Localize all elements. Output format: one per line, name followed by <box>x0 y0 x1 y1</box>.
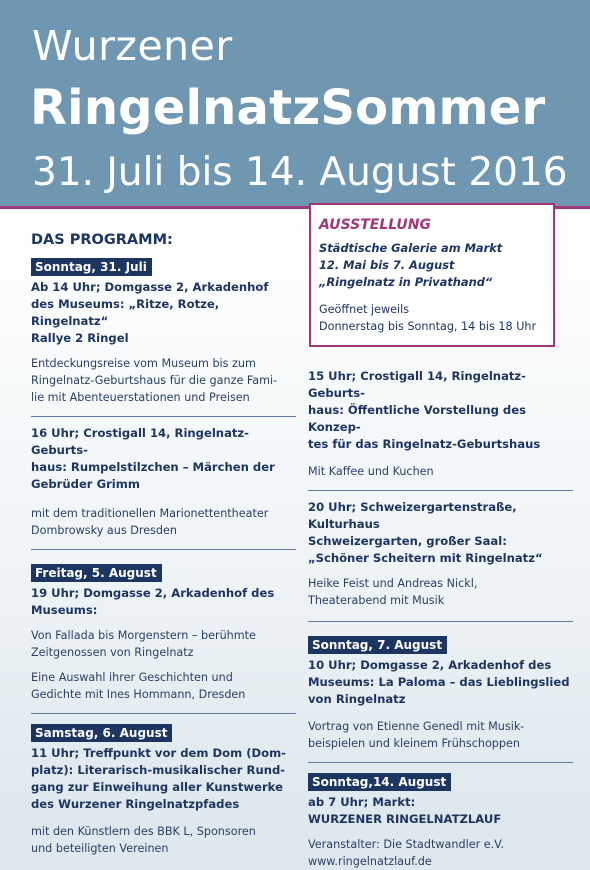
line: Museums: <box>31 603 98 617</box>
event-title <box>308 368 573 453</box>
line: Ab 14 Uhr; Domgasse 2, Arkadenhof <box>31 280 269 294</box>
header-banner <box>0 0 590 206</box>
line: Entdeckungsreise vom Museum bis zum <box>31 357 256 370</box>
line: 20 Uhr; Schweizergartenstraße, Kulturhaus <box>308 500 517 531</box>
event-title <box>31 279 296 347</box>
event-description <box>31 505 296 539</box>
line: „Schöner Scheitern mit Ringelnatz“ <box>308 551 543 565</box>
event-description <box>31 355 296 406</box>
line: 11 Uhr; Treffpunkt vor dem Dom (Dom- <box>31 746 286 760</box>
exhibition-location <box>319 240 545 291</box>
event-title <box>308 794 573 828</box>
line: Rallye 2 Ringel <box>31 331 129 345</box>
line: und beteiligten Vereinen <box>31 842 169 855</box>
line: WURZENER RINGELNATZLAUF <box>308 812 502 826</box>
line: platz): Literarisch-musikalischer Rund- <box>31 763 286 777</box>
event-title <box>31 585 296 619</box>
event-title <box>308 499 573 567</box>
date-badge-sunday-14: Sonntag,14. August <box>308 773 451 791</box>
line: Von Fallada bis Morgenstern – berühmte <box>31 629 256 642</box>
date-badge-sunday-7: Sonntag, 7. August <box>308 636 447 654</box>
line: Museums: La Paloma – das Lieblingslied <box>308 675 570 689</box>
line: Ringelnatz-Geburtshaus für die ganze Fami- <box>31 374 278 387</box>
line: 12. Mai bis 7. August <box>319 258 455 272</box>
date-badge-sunday-31: Sonntag, 31. Juli <box>31 258 152 276</box>
line: 16 Uhr; Crostigall 14, Ringelnatz-Geburts- <box>31 426 249 457</box>
divider <box>308 490 573 491</box>
line: gang zur Einweihung aller Kunstwerke <box>31 780 283 794</box>
divider <box>308 621 573 622</box>
line: von Ringelnatz <box>308 692 406 706</box>
event-description <box>308 463 573 480</box>
program-title: DAS PROGRAMM: <box>31 232 173 248</box>
event-description <box>308 718 573 752</box>
line: Dombrowsky aus Dresden <box>31 524 177 537</box>
line: Vortrag von Etienne Genedl mit Musik- <box>308 720 525 733</box>
line: Schweizergarten, großer Saal: <box>308 534 507 548</box>
page-title: RingelnatzSommer <box>30 80 546 136</box>
event-title <box>31 425 296 493</box>
right-column <box>308 368 573 870</box>
line: Mit Kaffee und Kuchen <box>308 465 434 478</box>
exhibition-title: AUSSTELLUNG <box>319 217 432 233</box>
left-column <box>31 232 296 857</box>
event-description <box>308 575 573 609</box>
line: mit den Künstlern des BBK L, Sponsoren <box>31 825 256 838</box>
line: lie mit Abenteuerstationen und Preisen <box>31 391 250 404</box>
line: des Museums: „Ritze, Rotze, Ringelnatz“ <box>31 297 220 328</box>
website-link[interactable]: www.ringelnatzlauf.de <box>308 855 432 868</box>
line: Theaterabend mit Musik <box>308 594 445 607</box>
line: 10 Uhr; Domgasse 2, Arkadenhof des <box>308 658 552 672</box>
line: Gedichte mit Ines Hommann, Dresden <box>31 688 246 701</box>
line: mit dem traditionellen Marionettentheater <box>31 507 269 520</box>
header-dates: 31. Juli bis 14. August 2016 <box>32 150 568 195</box>
line: Eine Auswahl ihrer Geschichten und <box>31 671 233 684</box>
date-badge-saturday-6: Samstag, 6. August <box>31 724 172 742</box>
divider <box>308 762 573 763</box>
event-description <box>31 627 296 661</box>
event-description <box>31 823 296 857</box>
exhibition-box <box>309 203 555 347</box>
line: „Ringelnatz in Privathand“ <box>319 275 493 289</box>
line: Städtische Galerie am Markt <box>319 241 503 255</box>
event-title <box>308 657 573 708</box>
divider <box>31 549 296 550</box>
line: Geöffnet jeweils <box>319 303 410 316</box>
line: haus: Rumpelstilzchen – Märchen der <box>31 460 275 474</box>
line: Donnerstag bis Sonntag, 14 bis 18 Uhr <box>319 320 537 333</box>
divider <box>31 713 296 714</box>
line: tes für das Ringelnatz-Geburtshaus <box>308 437 541 451</box>
header-line1: Wurzener <box>32 22 233 70</box>
line: des Wurzener Ringelnatzpfades <box>31 797 240 811</box>
line: 15 Uhr; Crostigall 14, Ringelnatz-Geburts- <box>308 369 526 400</box>
line: Zeitgenossen von Ringelnatz <box>31 646 194 659</box>
event-description <box>31 669 296 703</box>
line: 19 Uhr; Domgasse 2, Arkadenhof des <box>31 586 275 600</box>
line: ab 7 Uhr; Markt: <box>308 795 416 809</box>
line: Veranstalter: Die Stadtwandler e.V. <box>308 838 504 851</box>
line: haus: Öffentliche Vorstellung des Konzep- <box>308 403 526 434</box>
event-description <box>308 836 573 870</box>
date-badge-friday-5: Freitag, 5. August <box>31 564 162 582</box>
divider <box>31 416 296 417</box>
line: beispielen und kleinem Frühschoppen <box>308 737 520 750</box>
line: Gebrüder Grimm <box>31 477 140 491</box>
exhibition-hours <box>319 301 545 335</box>
event-title <box>31 745 296 813</box>
line: Heike Feist und Andreas Nickl, <box>308 577 478 590</box>
